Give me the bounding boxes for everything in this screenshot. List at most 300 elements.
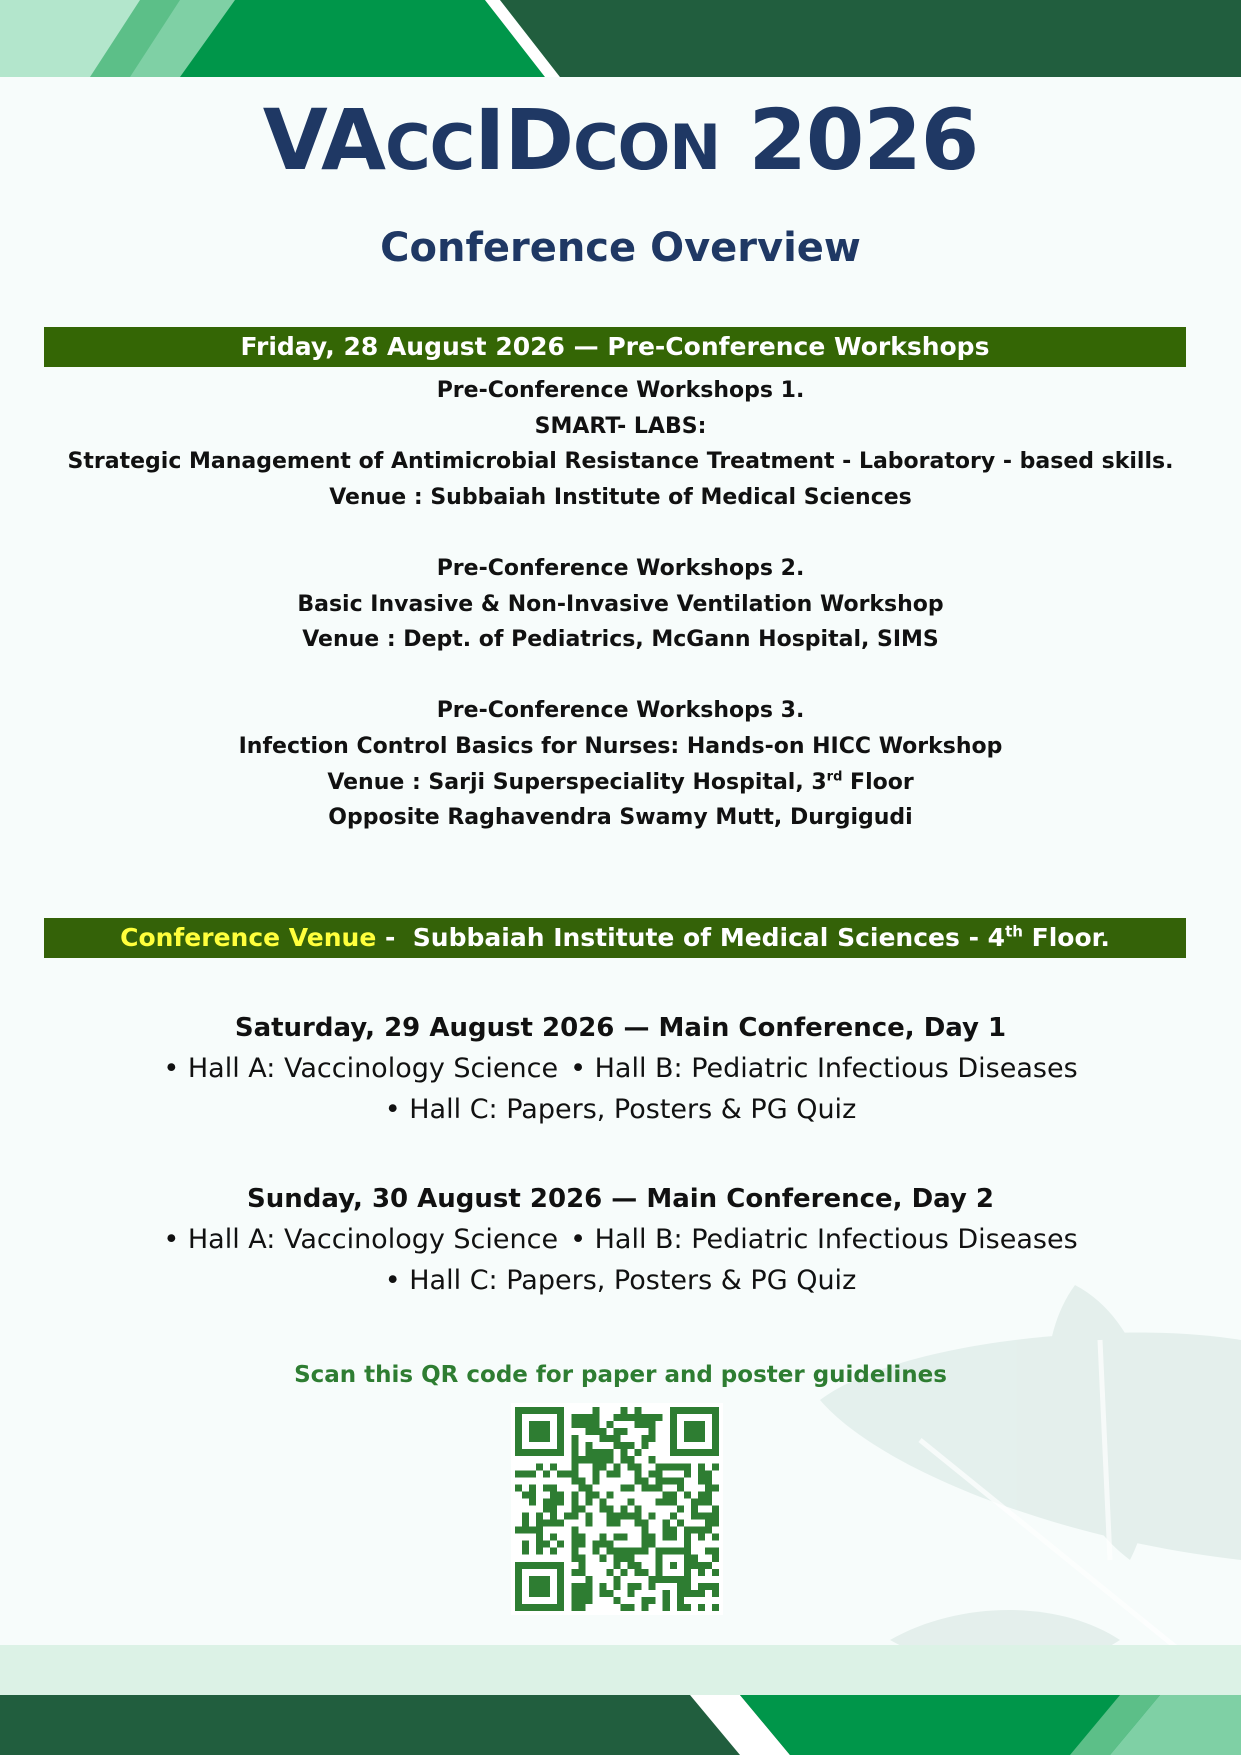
qr-module xyxy=(606,1421,613,1428)
qr-module xyxy=(599,1505,606,1512)
qr-module xyxy=(663,1491,670,1498)
qr-module xyxy=(522,1548,529,1555)
qr-module xyxy=(663,1548,670,1555)
saturday-hall-a: • Hall A: Vaccinology Science xyxy=(163,1053,559,1084)
qr-module xyxy=(571,1477,578,1484)
qr-module xyxy=(592,1428,599,1435)
qr-module xyxy=(606,1435,613,1442)
qr-module xyxy=(606,1513,613,1520)
qr-module xyxy=(712,1513,719,1520)
qr-module xyxy=(691,1555,698,1562)
qr-module xyxy=(621,1555,628,1562)
qr-module xyxy=(543,1435,550,1442)
qr-module xyxy=(529,1562,536,1569)
qr-module xyxy=(712,1534,719,1541)
workshop-2-name: Basic Invasive & Non-Invasive Ventilation Workshop xyxy=(297,591,944,617)
qr-module xyxy=(557,1407,564,1414)
qr-module xyxy=(536,1463,543,1470)
qr-module xyxy=(670,1562,677,1569)
qr-module xyxy=(543,1576,550,1583)
qr-module xyxy=(550,1491,557,1498)
venue-label: Conference Venue xyxy=(120,923,377,952)
qr-module xyxy=(698,1463,705,1470)
qr-module xyxy=(642,1597,649,1604)
qr-module xyxy=(635,1463,642,1470)
qr-module xyxy=(705,1484,712,1491)
qr-module xyxy=(515,1597,522,1604)
qr-module xyxy=(599,1463,606,1470)
qr-module xyxy=(613,1442,620,1449)
qr-module xyxy=(592,1477,599,1484)
qr-module xyxy=(606,1541,613,1548)
qr-module xyxy=(663,1498,670,1505)
qr-module xyxy=(606,1548,613,1555)
qr-module xyxy=(684,1428,691,1435)
qr-module xyxy=(529,1590,536,1597)
qr-module xyxy=(621,1414,628,1421)
qr-module xyxy=(677,1484,684,1491)
qr-module xyxy=(613,1597,620,1604)
qr-module xyxy=(613,1414,620,1421)
qr-module xyxy=(578,1604,585,1611)
qr-module xyxy=(599,1583,606,1590)
qr-module xyxy=(649,1576,656,1583)
qr-module xyxy=(578,1562,585,1569)
qr-module xyxy=(585,1583,592,1590)
qr-module xyxy=(642,1520,649,1527)
qr-module xyxy=(536,1407,543,1414)
qr-module xyxy=(557,1541,564,1548)
qr-module xyxy=(712,1449,719,1456)
qr-module xyxy=(698,1604,705,1611)
qr-module xyxy=(635,1477,642,1484)
qr-module xyxy=(529,1407,536,1414)
qr-module xyxy=(578,1505,585,1512)
title-part-2: ID xyxy=(474,91,574,189)
qr-module xyxy=(656,1569,663,1576)
qr-module xyxy=(628,1456,635,1463)
qr-module xyxy=(585,1414,592,1421)
qr-module xyxy=(557,1520,564,1527)
workshop-2-venue: Venue : Dept. of Pediatrics, McGann Hospital, SIMS xyxy=(302,627,939,653)
qr-module xyxy=(691,1590,698,1597)
qr-module xyxy=(515,1414,522,1421)
qr-module xyxy=(698,1428,705,1435)
qr-module xyxy=(543,1449,550,1456)
qr-module xyxy=(698,1562,705,1569)
qr-module xyxy=(656,1477,663,1484)
qr-module xyxy=(635,1505,642,1512)
qr-module xyxy=(628,1442,635,1449)
qr-module xyxy=(670,1548,677,1555)
qr-module xyxy=(585,1513,592,1520)
qr-module xyxy=(557,1414,564,1421)
qr-module xyxy=(550,1534,557,1541)
qr-module xyxy=(649,1456,656,1463)
qr-module xyxy=(705,1548,712,1555)
qr-module xyxy=(628,1604,635,1611)
qr-module xyxy=(705,1498,712,1505)
qr-module xyxy=(663,1477,670,1484)
qr-module xyxy=(656,1414,663,1421)
qr-module xyxy=(536,1541,543,1548)
qr-module xyxy=(628,1463,635,1470)
qr-module xyxy=(613,1555,620,1562)
qr-module xyxy=(628,1590,635,1597)
qr-module xyxy=(613,1534,620,1541)
qr-module xyxy=(557,1442,564,1449)
qr-module xyxy=(571,1590,578,1597)
qr-module xyxy=(599,1534,606,1541)
qr-module xyxy=(529,1604,536,1611)
qr-module xyxy=(599,1541,606,1548)
qr-module xyxy=(564,1470,571,1477)
qr-module xyxy=(550,1407,557,1414)
qr-module xyxy=(578,1421,585,1428)
qr-module xyxy=(712,1428,719,1435)
qr-module xyxy=(698,1590,705,1597)
qr-module xyxy=(585,1421,592,1428)
qr-module xyxy=(522,1562,529,1569)
qr-module xyxy=(642,1541,649,1548)
qr-module xyxy=(536,1548,543,1555)
spacer xyxy=(30,515,1211,551)
qr-module xyxy=(543,1604,550,1611)
qr-module xyxy=(550,1505,557,1512)
workshop-1-name: SMART- LABS: xyxy=(534,413,707,439)
qr-module xyxy=(571,1435,578,1442)
sunday-section xyxy=(0,1179,1241,1301)
qr-module xyxy=(529,1428,536,1435)
qr-module xyxy=(656,1576,663,1583)
qr-module xyxy=(670,1414,677,1421)
qr-module xyxy=(585,1484,592,1491)
venue-text: Subbaiah Institute of Medical Sciences - 4 xyxy=(412,923,1006,952)
qr-module xyxy=(670,1407,677,1414)
qr-module xyxy=(656,1555,663,1562)
qr-module xyxy=(536,1513,543,1520)
qr-module xyxy=(698,1449,705,1456)
qr-code-graphic xyxy=(515,1407,719,1611)
qr-module xyxy=(578,1534,585,1541)
qr-module xyxy=(529,1527,536,1534)
qr-module xyxy=(705,1477,712,1484)
saturday-hall-c: • Hall C: Papers, Posters & PG Quiz xyxy=(384,1094,857,1125)
qr-module xyxy=(698,1569,705,1576)
qr-module xyxy=(684,1583,691,1590)
sunday-hall-b: • Hall B: Pediatric Infectious Diseases xyxy=(570,1224,1078,1255)
qr-module xyxy=(635,1421,642,1428)
qr-module xyxy=(536,1590,543,1597)
qr-module xyxy=(684,1407,691,1414)
qr-module xyxy=(642,1435,649,1442)
qr-module xyxy=(585,1520,592,1527)
qr-module xyxy=(613,1470,620,1477)
qr-module xyxy=(592,1407,599,1414)
qr-module xyxy=(529,1498,536,1505)
qr-module xyxy=(578,1583,585,1590)
qr-module xyxy=(628,1562,635,1569)
workshop-3-name: Infection Control Basics for Nurses: Hands-on HICC Workshop xyxy=(238,733,1003,759)
qr-module xyxy=(564,1513,571,1520)
qr-module xyxy=(677,1590,684,1597)
qr-module xyxy=(677,1576,684,1583)
qr-module xyxy=(705,1407,712,1414)
workshop-3-venue-text: Venue : Sarji Superspeciality Hospital, 3 xyxy=(327,769,827,795)
qr-module xyxy=(663,1520,670,1527)
qr-module xyxy=(642,1527,649,1534)
qr-module xyxy=(712,1505,719,1512)
qr-module xyxy=(515,1562,522,1569)
qr-module xyxy=(571,1414,578,1421)
sunday-title: Sunday, 30 August 2026 — Main Conference, Day 2 xyxy=(246,1184,995,1214)
qr-module xyxy=(698,1534,705,1541)
workshop-3-venue-suffix: Floor xyxy=(842,769,914,795)
qr-module xyxy=(529,1421,536,1428)
qr-module xyxy=(585,1590,592,1597)
qr-module xyxy=(536,1421,543,1428)
qr-module xyxy=(642,1442,649,1449)
qr-module xyxy=(585,1576,592,1583)
qr-module xyxy=(663,1534,670,1541)
qr-module xyxy=(656,1548,663,1555)
qr-module xyxy=(571,1569,578,1576)
qr-module xyxy=(698,1527,705,1534)
qr-module xyxy=(691,1435,698,1442)
qr-module xyxy=(522,1491,529,1498)
qr-module xyxy=(621,1505,628,1512)
qr-module xyxy=(684,1555,691,1562)
qr-module xyxy=(649,1428,656,1435)
qr-module xyxy=(670,1428,677,1435)
qr-module xyxy=(557,1491,564,1498)
qr-module xyxy=(529,1491,536,1498)
qr-module xyxy=(635,1470,642,1477)
qr-module xyxy=(557,1583,564,1590)
qr-module xyxy=(684,1548,691,1555)
qr-module xyxy=(536,1435,543,1442)
qr-module xyxy=(684,1562,691,1569)
qr-module xyxy=(698,1477,705,1484)
workshop-3-venue xyxy=(30,765,1211,801)
qr-module xyxy=(550,1562,557,1569)
qr-module xyxy=(677,1407,684,1414)
qr-module xyxy=(536,1576,543,1583)
qr-module xyxy=(543,1470,550,1477)
qr-module xyxy=(649,1421,656,1428)
qr-module xyxy=(628,1555,635,1562)
qr-module xyxy=(578,1569,585,1576)
qr-module xyxy=(684,1470,691,1477)
qr-module xyxy=(550,1604,557,1611)
qr-module xyxy=(536,1449,543,1456)
qr-module xyxy=(670,1421,677,1428)
qr-module xyxy=(628,1498,635,1505)
qr-module xyxy=(571,1456,578,1463)
qr-module xyxy=(684,1590,691,1597)
qr-module xyxy=(550,1463,557,1470)
qr-module xyxy=(621,1484,628,1491)
qr-module xyxy=(613,1428,620,1435)
title-smallcaps-1: CC xyxy=(385,111,475,184)
qr-module xyxy=(698,1407,705,1414)
qr-module xyxy=(536,1534,543,1541)
qr-module xyxy=(592,1470,599,1477)
qr-module xyxy=(656,1463,663,1470)
saturday-halls-row1 xyxy=(0,1048,1241,1089)
qr-module xyxy=(712,1583,719,1590)
qr-module xyxy=(557,1576,564,1583)
qr-module xyxy=(557,1470,564,1477)
qr-module xyxy=(677,1505,684,1512)
qr-module xyxy=(543,1498,550,1505)
workshop-1-venue: Venue : Subbaiah Institute of Medical Sciences xyxy=(329,484,912,510)
qr-module xyxy=(592,1421,599,1428)
qr-module xyxy=(712,1442,719,1449)
qr-module xyxy=(571,1548,578,1555)
qr-module xyxy=(642,1477,649,1484)
qr-module xyxy=(606,1470,613,1477)
qr-module xyxy=(677,1477,684,1484)
qr-module xyxy=(550,1449,557,1456)
title-smallcaps-2: CON xyxy=(573,111,721,184)
qr-module xyxy=(621,1604,628,1611)
qr-module xyxy=(585,1456,592,1463)
qr-module xyxy=(656,1484,663,1491)
qr-module xyxy=(656,1498,663,1505)
qr-module xyxy=(705,1520,712,1527)
venue-separator: - xyxy=(376,923,413,952)
qr-module xyxy=(557,1449,564,1456)
qr-module xyxy=(684,1569,691,1576)
qr-module xyxy=(670,1534,677,1541)
qr-code-icon[interactable] xyxy=(511,1403,723,1615)
qr-module xyxy=(712,1520,719,1527)
qr-module xyxy=(698,1470,705,1477)
qr-module xyxy=(571,1513,578,1520)
qr-module xyxy=(677,1597,684,1604)
qr-module xyxy=(557,1428,564,1435)
qr-module xyxy=(599,1555,606,1562)
saturday-title: Saturday, 29 August 2026 — Main Conference, Day 1 xyxy=(234,1013,1007,1043)
qr-module xyxy=(571,1491,578,1498)
qr-module xyxy=(599,1590,606,1597)
qr-module xyxy=(557,1421,564,1428)
qr-module xyxy=(613,1548,620,1555)
qr-module xyxy=(621,1548,628,1555)
qr-module xyxy=(712,1407,719,1414)
qr-module xyxy=(684,1527,691,1534)
qr-module xyxy=(663,1604,670,1611)
qr-module xyxy=(592,1456,599,1463)
qr-module xyxy=(536,1583,543,1590)
qr-module xyxy=(571,1604,578,1611)
qr-module xyxy=(592,1541,599,1548)
venue-sup: th xyxy=(1005,922,1023,941)
qr-module xyxy=(515,1527,522,1534)
qr-module xyxy=(628,1583,635,1590)
qr-module xyxy=(670,1477,677,1484)
qr-module xyxy=(621,1428,628,1435)
conference-title xyxy=(0,91,1241,189)
qr-module xyxy=(677,1583,684,1590)
qr-module xyxy=(677,1548,684,1555)
qr-module xyxy=(536,1520,543,1527)
qr-module xyxy=(529,1449,536,1456)
qr-module xyxy=(705,1562,712,1569)
qr-module xyxy=(705,1527,712,1534)
qr-module xyxy=(670,1498,677,1505)
qr-module xyxy=(628,1484,635,1491)
qr-module xyxy=(571,1449,578,1456)
qr-module xyxy=(691,1505,698,1512)
qr-module xyxy=(712,1414,719,1421)
qr-module xyxy=(515,1442,522,1449)
qr-module xyxy=(613,1576,620,1583)
qr-module xyxy=(536,1604,543,1611)
workshop-3-venue-sup: rd xyxy=(826,769,843,785)
qr-module xyxy=(522,1470,529,1477)
qr-module xyxy=(691,1421,698,1428)
qr-module xyxy=(606,1505,613,1512)
qr-module xyxy=(606,1456,613,1463)
qr-module xyxy=(712,1421,719,1428)
qr-module xyxy=(529,1484,536,1491)
qr-module xyxy=(522,1527,529,1534)
qr-module xyxy=(712,1555,719,1562)
qr-module xyxy=(663,1576,670,1583)
qr-module xyxy=(578,1484,585,1491)
qr-module xyxy=(684,1604,691,1611)
qr-module xyxy=(592,1463,599,1470)
qr-module xyxy=(677,1520,684,1527)
workshops-list xyxy=(30,373,1211,836)
qr-module xyxy=(649,1597,656,1604)
qr-module xyxy=(571,1442,578,1449)
qr-module xyxy=(684,1449,691,1456)
qr-module xyxy=(529,1435,536,1442)
qr-module xyxy=(529,1470,536,1477)
qr-module xyxy=(515,1435,522,1442)
qr-module xyxy=(515,1569,522,1576)
qr-module xyxy=(684,1463,691,1470)
qr-module xyxy=(621,1456,628,1463)
qr-module xyxy=(691,1513,698,1520)
qr-module xyxy=(635,1520,642,1527)
qr-module xyxy=(712,1463,719,1470)
qr-module xyxy=(613,1520,620,1527)
qr-module xyxy=(536,1562,543,1569)
qr-module xyxy=(613,1513,620,1520)
saturday-section xyxy=(0,1008,1241,1130)
sunday-halls-row1 xyxy=(0,1219,1241,1260)
qr-module xyxy=(515,1470,522,1477)
venue-suffix: Floor. xyxy=(1022,923,1110,952)
qr-module xyxy=(621,1513,628,1520)
saturday-hall-b: • Hall B: Pediatric Infectious Diseases xyxy=(570,1053,1078,1084)
qr-module xyxy=(670,1491,677,1498)
qr-module xyxy=(705,1470,712,1477)
qr-module xyxy=(515,1484,522,1491)
qr-module xyxy=(628,1548,635,1555)
qr-module xyxy=(613,1463,620,1470)
qr-module xyxy=(670,1463,677,1470)
workshop-1-heading: Pre-Conference Workshops 1. xyxy=(436,378,805,403)
qr-module xyxy=(606,1491,613,1498)
qr-module xyxy=(649,1513,656,1520)
qr-module xyxy=(712,1484,719,1491)
qr-module xyxy=(712,1604,719,1611)
